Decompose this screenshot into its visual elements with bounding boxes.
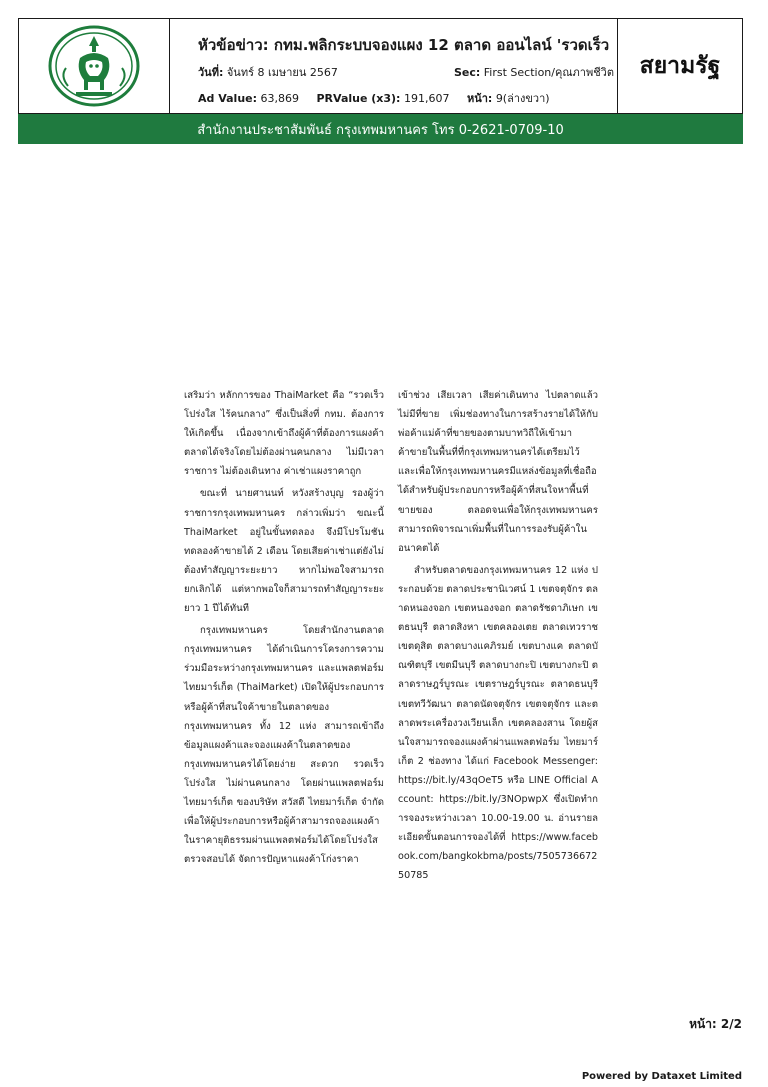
headline-label: หัวข้อข่าว: [198,36,269,54]
ad-value-label: Ad Value: [198,92,258,105]
article-paragraph: ขณะที่ นายศานนท์ หวังสร้างบุญ รองผู้ว่าราชการกรุงเทพมหานคร กล่าวเพิ่มว่า ขณะนี้ ThaiMarket อยู่ในขั้นทดลอง จึงมีโปรโมชันทดลองค้าขายได้ 2 เดือน โดยเสียค่าเช่าแต่ยังไม่ต้องทำสัญญาระยะยาว หากไม่พอใจสามารถยกเลิกได้ แต่หากพอใจก็สามารถทำสัญญาระยะยาว 1 ปีได้ทันที [184,488,384,615]
headline-text: กทม.พลิกระบบจองแผง 12 ตลาด ออนไลน์ 'รวดเร็ว [273,36,610,54]
date-value: จันทร์ 8 เมษายน 2567 [226,66,338,79]
pr-value: 191,607 [403,92,450,105]
value-row [198,89,618,107]
article-paragraph: สำหรับตลาดของกรุงเทพมหานคร 12 แห่ง ประกอบด้วย ตลาดประชานิเวศน์ 1 เขตจตุจักร ตลาดหนองจอก เขตหนองจอก ตลาดรัชดาภิเษก เขตธนบุรี ตลาดสิงหา เขตคลองเตย ตลาดเทวราช เขตดุสิต ตลาดบางแคภิรมย์ เขตบางแค ตลาดบัณฑิตบุรี เขตมีนบุรี ตลาดบางกะปิ เขตบางกะปิ ตลาดราษฎร์บูรณะ เขตราษฎร์บูรณะ ตลาดธนบุรี เขตทวีวัฒนา ตลาดนัดจตุจักร เขตจตุจักร และตลาดพระเครื่องวงเวียนเล็ก เขตคลองสาน โดยผู้สนใจสามารถจองแผงค้าผ่านแพลตฟอร์ม ไทยมาร์เก็ต 2 ช่องทาง ได้แก่ Facebook Messenger: https://bit.ly/43qOeT5 หรือ LINE Official Account: https://bit.ly/3NOpwpX ซึ่งเปิดทำการจองระหว่างเวลา 10.00-19.00 น. อ่านรายละเอียดขั้นตอนการจองได้ที่ https://www.facebook.com/bangkokbma/posts/750573667250785 [398,564,599,882]
article-paragraph: เข้าช่วง เสียเวลา เสียค่าเดินทาง ไปตลาดแล้วไม่มีที่ขาย เพิ่มช่องทางในการสร้างรายได้ให้กับพ่อค้าแม่ค้าที่ขายของตามบาทวิถีให้เข้ามาค้าขายในพื้นที่ที่กรุงเทพมหานครได้เตรียมไว้ และเพื่อให้กรุงเทพมหานครมีแหล่งข้อมูลที่เชื่อถือได้สำหรับผู้ประกอบการหรือผู้ค้าที่สนใจหาพื้นที่ขายของ ตลอดจนเพื่อให้กรุงเทพมหานครสามารถพิจารณาเพิ่มพื้นที่ในการรองรับผู้ค้าในอนาคตได้ [398,390,598,554]
article-column-left [184,386,384,872]
bma-emblem-logo [46,24,142,108]
newspaper-cell [617,19,742,113]
article-paragraph: เสริมว่า หลักการของ ThaiMarket คือ “รวดเร็ว โปร่งใส ไร้คนกลาง” ซึ่งเป็นสิ่งที่ กทม. ต้องการ ให้เกิดขึ้น เนื่องจากเข้าถึงผู้ค้าที่ต้องการแผงค้า ตลาดได้จริงโดยไม่ต้องผ่านคนกลาง ไม่มีเวลา ราชการ ไม่ต้องเดินทาง ค่าเช่าแผงราคาถูก [184,390,384,478]
section-label: Sec: [453,66,481,79]
banner-text: สำนักงานประชาสัมพันธ์ กรุงเทพมหานคร โทร 0-2621-0709-10 [197,122,564,138]
article-paragraph: กรุงเทพมหานคร โดยสำนักงานตลาด กรุงเทพมหานคร ได้ดำเนินการโครงการความร่วมมือระหว่างกรุงเทพมหานคร และแพลตฟอร์ม ไทยมาร์เก็ต (ThaiMarket) เปิดให้ผู้ประกอบการหรือผู้ค้าที่สนใจค้าขายในตลาดของกรุงเทพมหานคร ทั้ง 12 แห่ง สามารถเข้าถึงข้อมูลแผงค้าและจองแผงค้าในตลาดของกรุงเทพมหานครได้โดยง่าย สะดวก รวดเร็ว โปร่งใส ไม่ผ่านคนกลาง โดยผ่านแพลตฟอร์ม ไทยมาร์เก็ต ของบริษัท สวัสดี ไทยมาร์เก็ต จำกัด เพื่อให้ผู้ประกอบการหรือผู้ค้าสามารถจองแผงค้าในราคายุติธรรมผ่านแพลตฟอร์มได้โดยโปร่งใส ตรวจสอบได้ จัดการปัญหาแผงค้าโก่งราคา [184,625,384,866]
article-column-right [398,386,598,888]
pr-office-banner [18,114,743,144]
date-row [198,63,618,81]
ad-value: 63,869 [260,92,300,105]
page-number: หน้า: 2/2 [689,1017,742,1031]
logo-cell [19,19,170,113]
powered-by-footer: Powered by Dataxet Limited [581,1071,742,1082]
pr-value-label: PRValue (x3): [316,92,401,105]
headline-row [198,33,618,57]
news-clipping-header [18,18,743,114]
date-label: วันที่: [198,66,224,79]
page-label: หน้า: [466,92,493,105]
page-value: 9(ล่างขวา) [495,92,550,105]
newspaper-name: สยามรัฐ [639,53,721,79]
section-info [454,63,614,81]
section-value: First Section/คุณภาพชีวิต [483,66,614,79]
clipping-info [170,19,618,113]
